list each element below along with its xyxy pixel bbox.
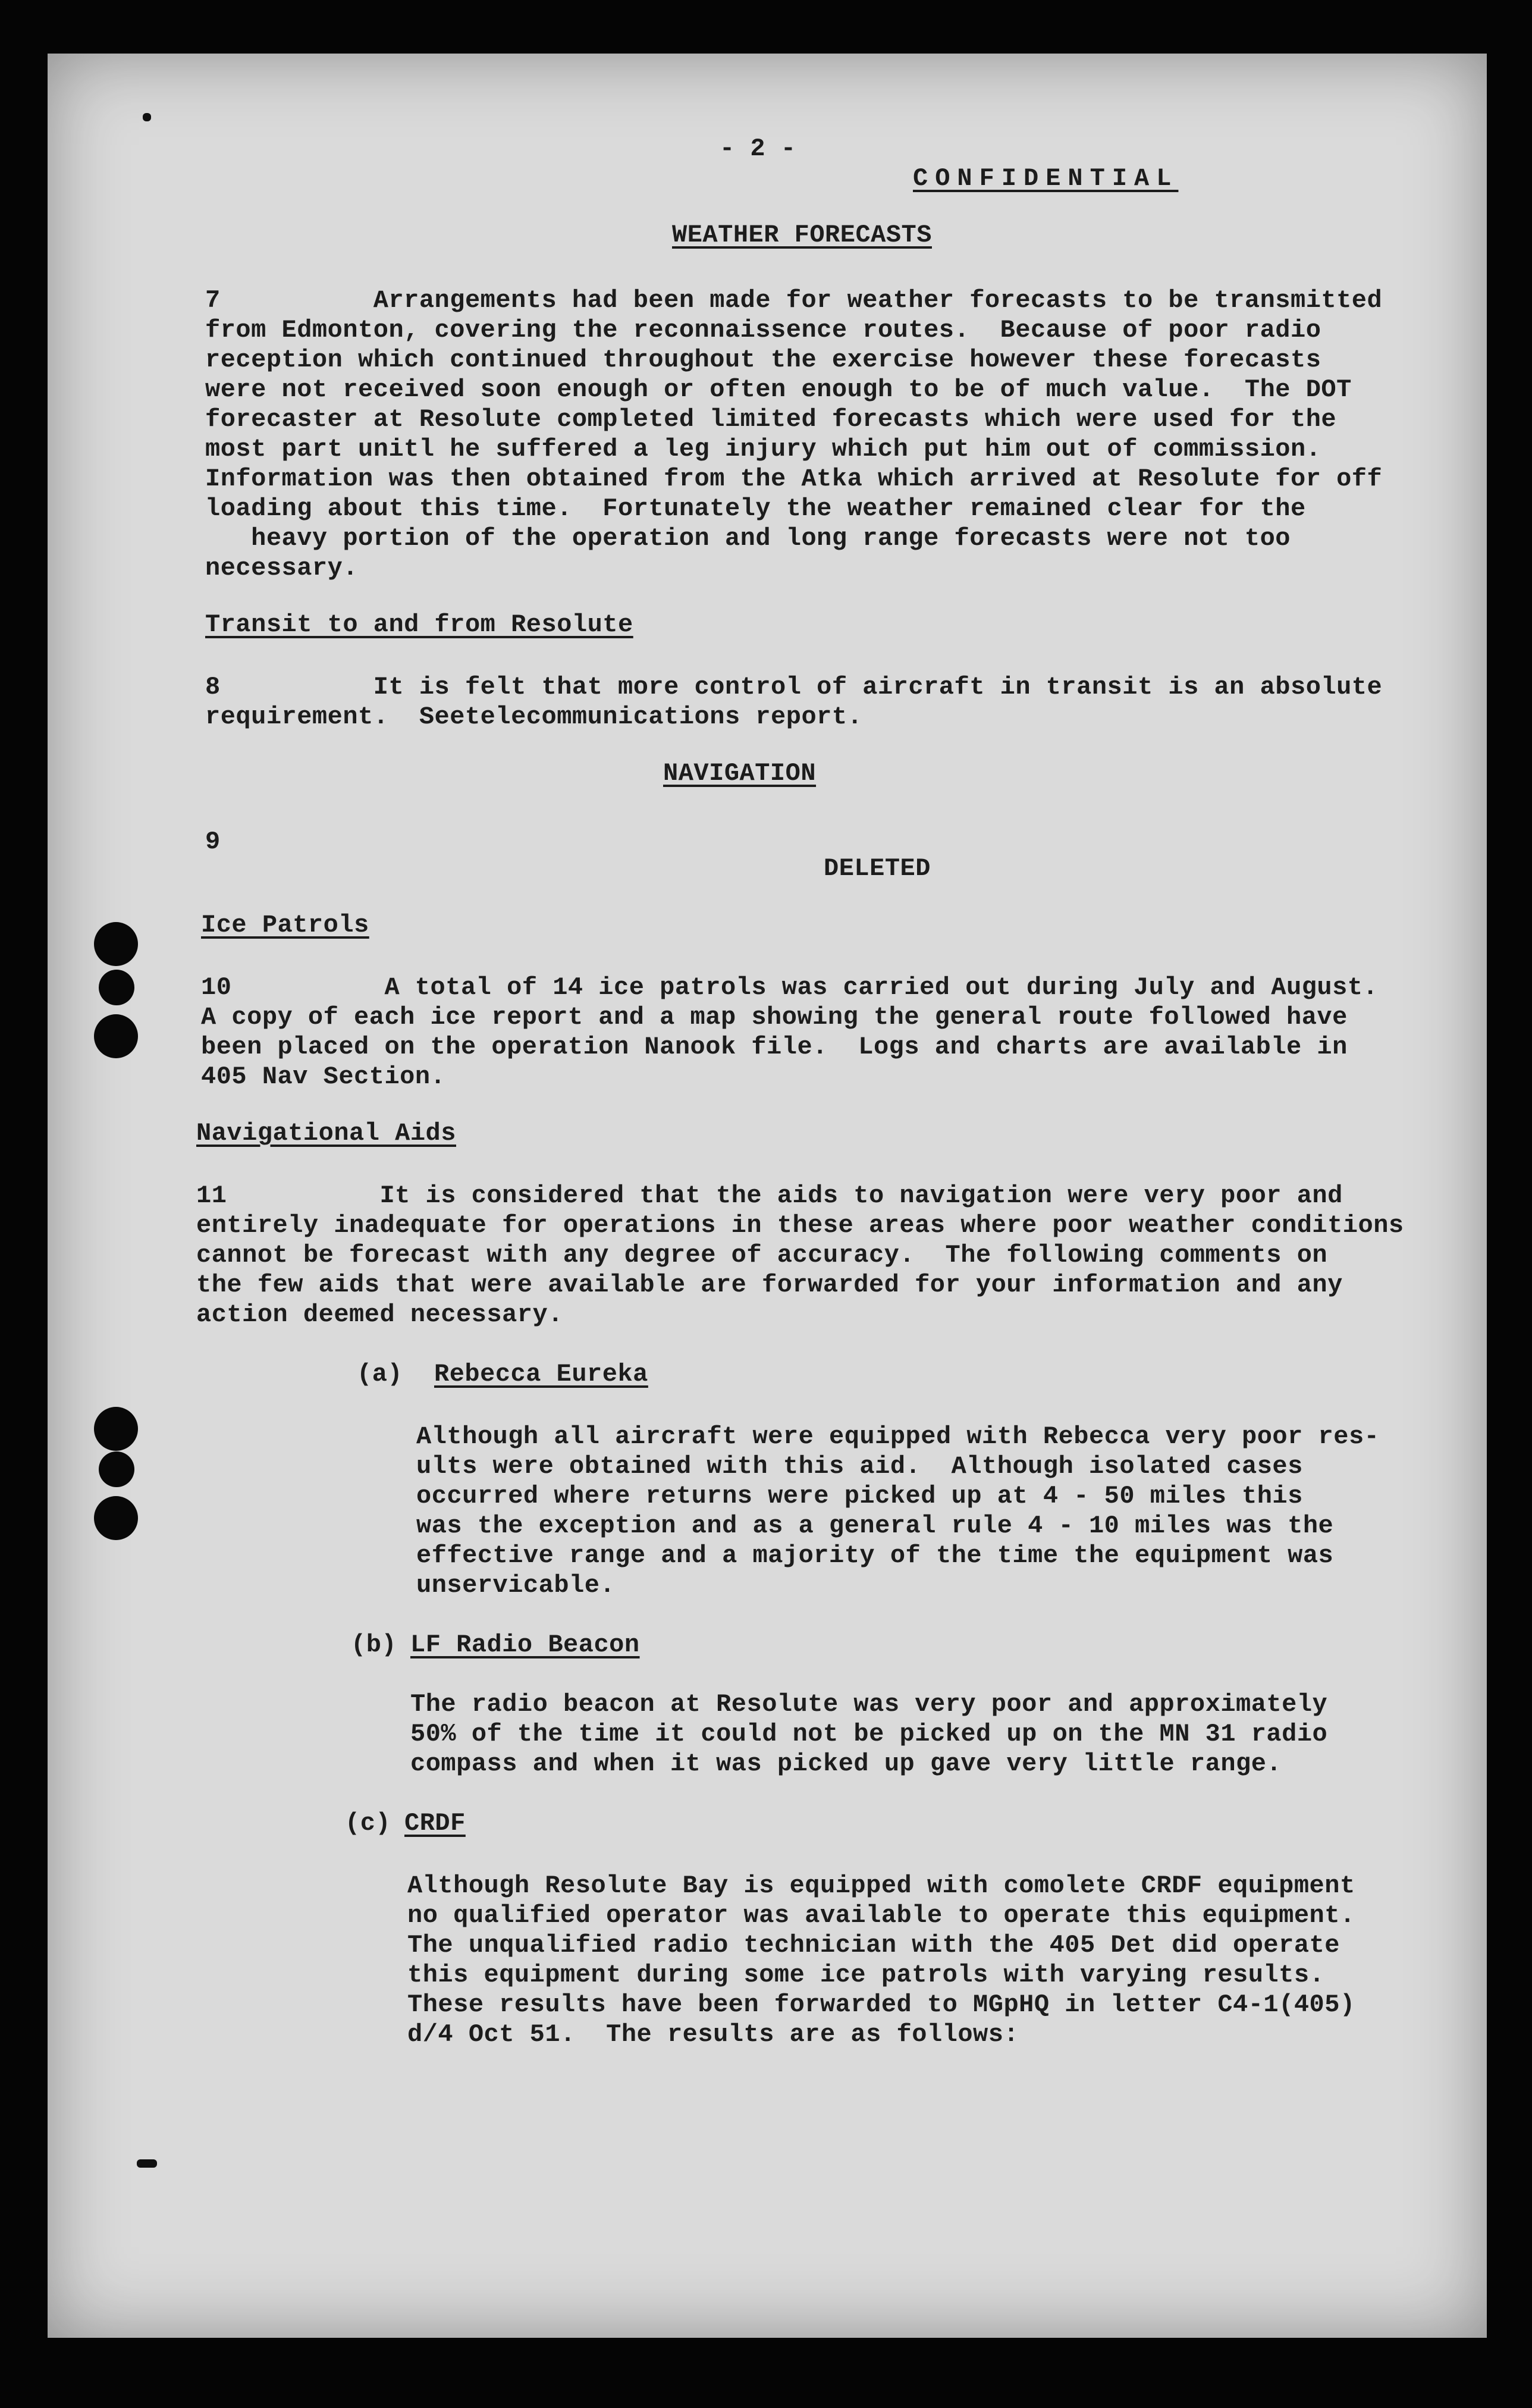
paragraph-number: 9 xyxy=(205,827,221,856)
weather-line: from Edmonton, covering the reconnaissence routes. Because of poor radio xyxy=(205,316,1321,344)
beacon-line: 50% of the time it could not be picked up on the MN 31 radio xyxy=(410,1720,1328,1748)
crdf-line: d/4 Oct 51. The results are as follows: xyxy=(407,2020,1019,2049)
rebecca-line: unservicable. xyxy=(416,1571,616,1600)
section-heading-weather: WEATHER FORECASTS xyxy=(672,221,932,249)
crdf-line: These results have been forwarded to MGpHQ in letter C4-1(405) xyxy=(407,1990,1355,2019)
weather-line: forecaster at Resolute completed limited forecasts which were used for the xyxy=(205,405,1337,434)
item-heading-lf-radio-beacon: LF Radio Beacon xyxy=(410,1631,640,1659)
weather-line: 7 Arrangements had been made for weather forecasts to be transmitted xyxy=(205,286,1383,315)
punch-hole xyxy=(94,922,138,966)
scan-speck xyxy=(137,2159,157,2168)
item-heading-crdf: CRDF xyxy=(404,1809,466,1838)
transit-line: 8 It is felt that more control of aircraft in transit is an absolute xyxy=(205,673,1383,701)
section-heading-navigational-aids: Navigational Aids xyxy=(196,1119,456,1147)
weather-line: were not received soon enough or often enough to be of much value. The DOT xyxy=(205,375,1352,404)
weather-line: reception which continued throughout the exercise however these forecasts xyxy=(205,346,1321,374)
weather-line: heavy portion of the operation and long range forecasts were not too xyxy=(205,524,1291,553)
item-heading-rebecca-eureka: Rebecca Eureka xyxy=(434,1360,648,1388)
item-label-c: (c) xyxy=(345,1809,391,1838)
crdf-line: Although Resolute Bay is equipped with comolete CRDF equipment xyxy=(407,1871,1355,1900)
navaids-line: 11 It is considered that the aids to navigation were very poor and xyxy=(196,1181,1343,1210)
punch-hole xyxy=(99,1451,134,1487)
weather-line: most part unitl he suffered a leg injury which put him out of commission. xyxy=(205,435,1321,463)
navaids-line: the few aids that were available are forwarded for your information and any xyxy=(196,1271,1343,1299)
document-page xyxy=(48,54,1487,2338)
crdf-line: The unqualified radio technician with the 405 Det did operate xyxy=(407,1931,1340,1959)
beacon-line: compass and when it was picked up gave very little range. xyxy=(410,1749,1282,1778)
punch-hole xyxy=(94,1014,138,1058)
rebecca-line: was the exception and as a general rule 4 - 10 miles was the xyxy=(416,1512,1334,1540)
rebecca-line: occurred where returns were picked up at 4 - 50 miles this xyxy=(416,1482,1303,1510)
weather-line: necessary. xyxy=(205,554,359,582)
page-number: - 2 - xyxy=(720,134,796,163)
weather-line: loading about this time. Fortunately the weather remained clear for the xyxy=(205,494,1306,523)
rebecca-line: ults were obtained with this aid. Although isolated cases xyxy=(416,1452,1303,1481)
scan-speck xyxy=(143,113,151,121)
navaids-line: entirely inadequate for operations in these areas where poor weather conditions xyxy=(196,1211,1404,1240)
punch-hole xyxy=(94,1407,138,1451)
ice-line: 10 A total of 14 ice patrols was carried out during July and August. xyxy=(201,973,1379,1002)
navaids-line: cannot be forecast with any degree of accuracy. The following comments on xyxy=(196,1241,1328,1269)
transit-line: requirement. Seetelecommunications report. xyxy=(205,703,863,731)
item-label-b: (b) xyxy=(351,1631,397,1659)
beacon-line: The radio beacon at Resolute was very poor and approximately xyxy=(410,1690,1328,1719)
ice-line: been placed on the operation Nanook file. Logs and charts are available in xyxy=(201,1033,1348,1061)
rebecca-line: effective range and a majority of the time the equipment was xyxy=(416,1541,1334,1570)
deleted-marker: DELETED xyxy=(824,854,931,883)
section-heading-navigation: NAVIGATION xyxy=(663,759,817,788)
punch-hole xyxy=(99,970,134,1005)
weather-line: Information was then obtained from the Atka which arrived at Resolute for off xyxy=(205,465,1383,493)
ice-line: 405 Nav Section. xyxy=(201,1062,446,1091)
item-label-a: (a) xyxy=(357,1360,403,1388)
crdf-line: this equipment during some ice patrols with varying results. xyxy=(407,1961,1325,1989)
section-heading-ice-patrols: Ice Patrols xyxy=(201,911,369,939)
rebecca-line: Although all aircraft were equipped with Rebecca very poor res- xyxy=(416,1422,1380,1451)
classification-marking: CONFIDENTIAL xyxy=(913,164,1179,193)
section-heading-transit: Transit to and from Resolute xyxy=(205,610,633,639)
ice-line: A copy of each ice report and a map showing the general route followed have xyxy=(201,1003,1348,1031)
navaids-line: action deemed necessary. xyxy=(196,1300,563,1329)
crdf-line: no qualified operator was available to operate this equipment. xyxy=(407,1901,1355,1930)
punch-hole xyxy=(94,1496,138,1540)
